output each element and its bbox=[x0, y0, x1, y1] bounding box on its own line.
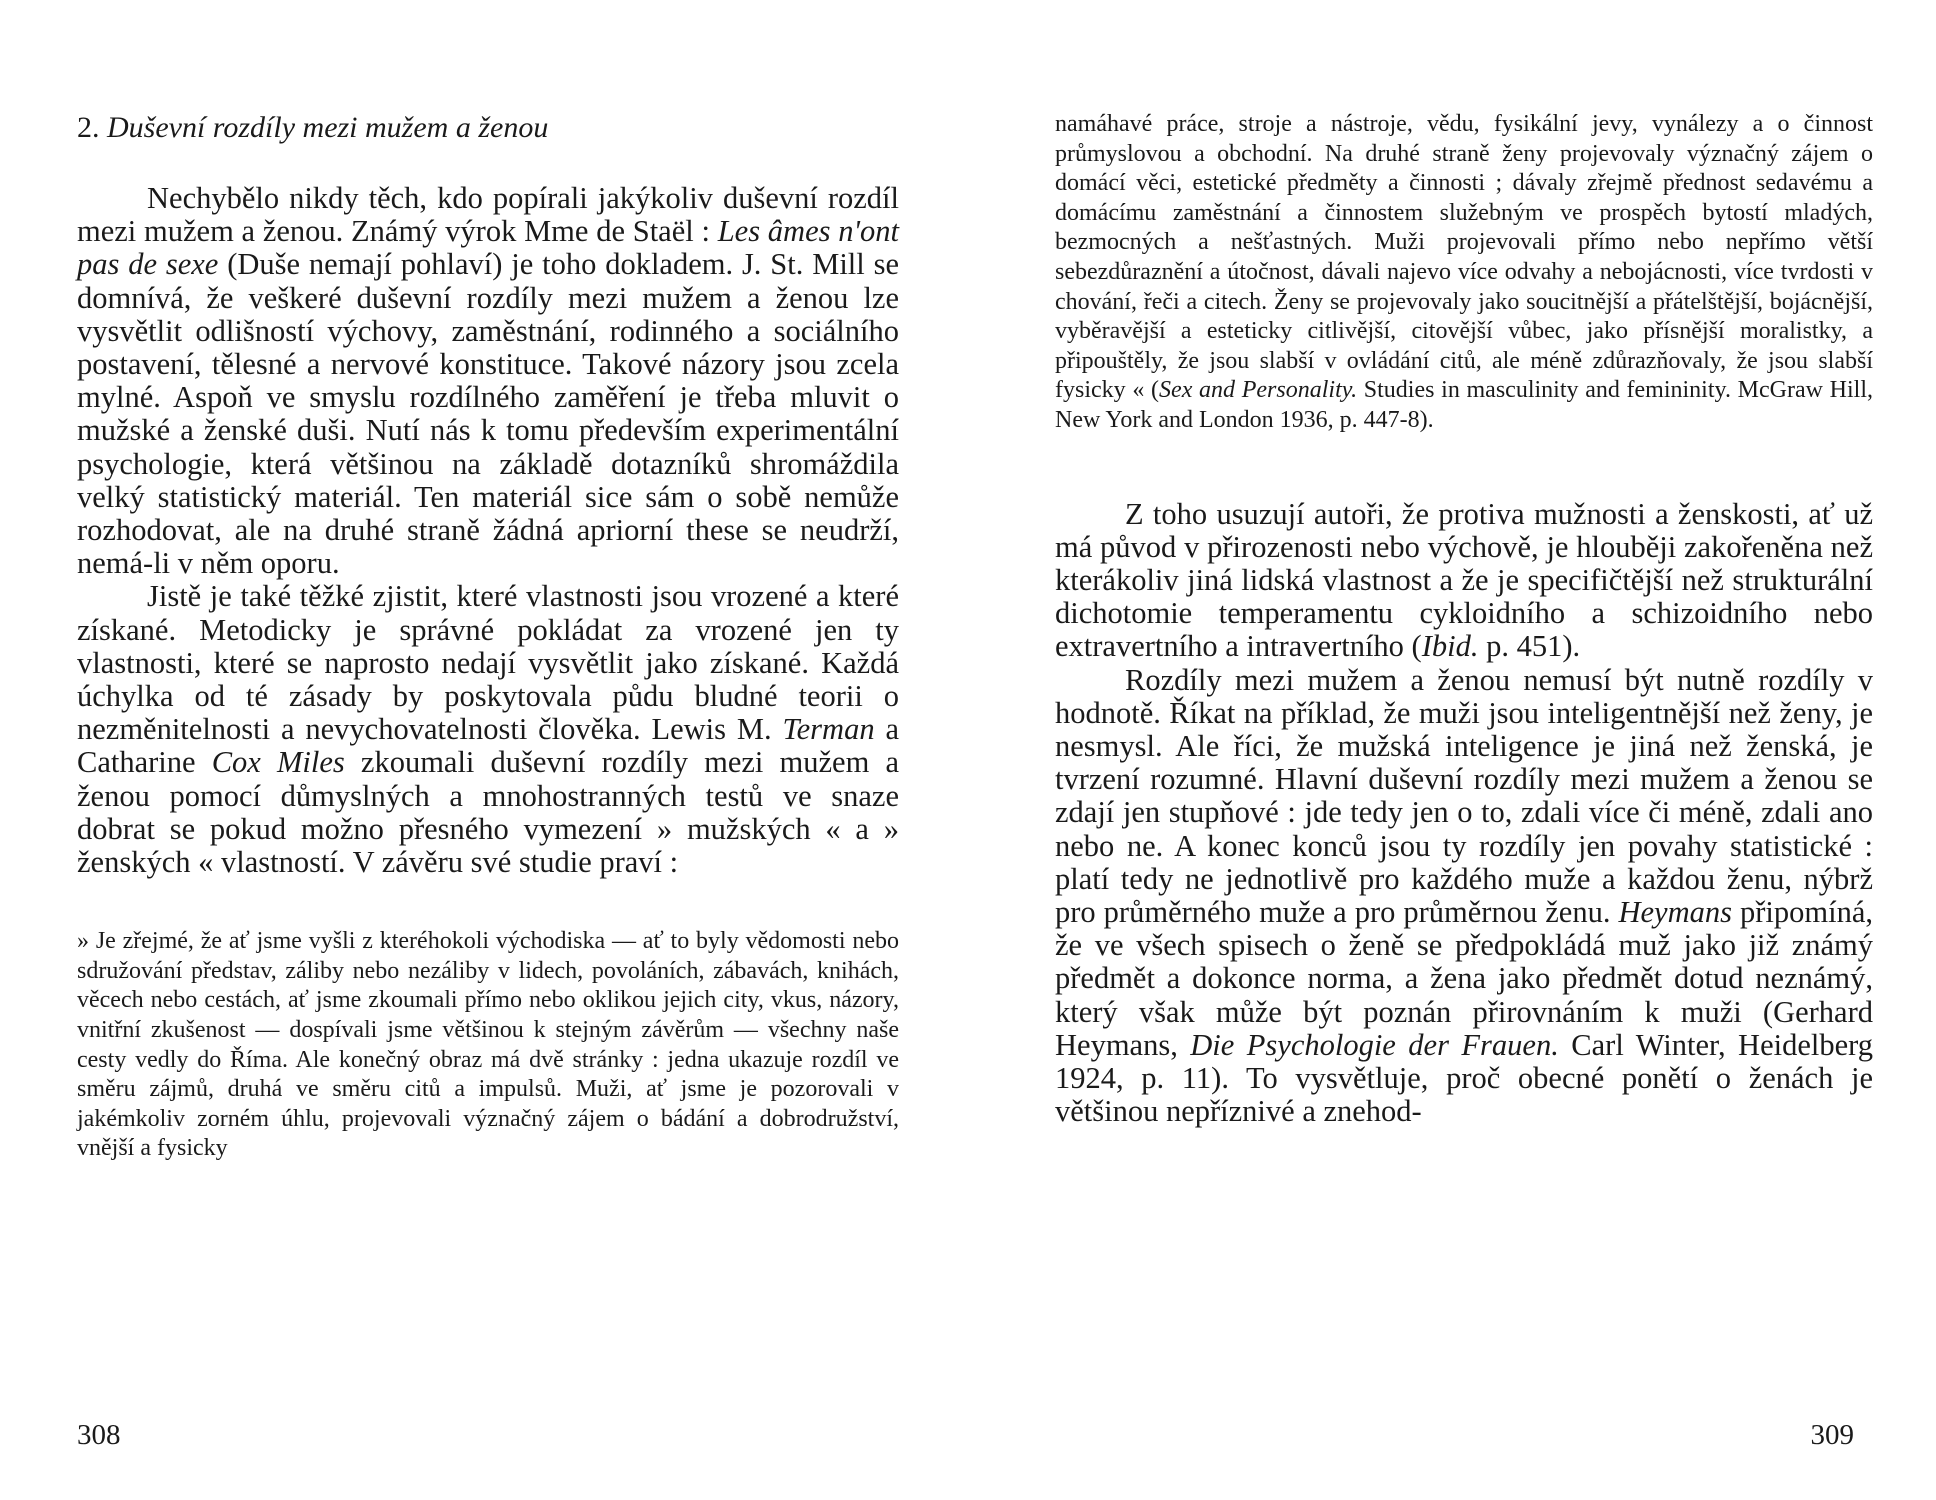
block-quote-continued bbox=[1055, 110, 1873, 436]
paragraph-text: zkoumali duševní rozdíly mezi mužem a ženou pomocí důmyslných a mnohostranných testů ve snaze dobrat se pokud možno přesného vymezení » mužských « a » ženských « vlastností. V závěru své studie praví : bbox=[77, 745, 899, 880]
right-text-column bbox=[1055, 110, 1873, 1128]
block-quote: » Je zřejmé, že ať jsme vyšli z kteréhokoli východiska — ať to byly vědomosti nebo sdružování představ, záliby nebo nezáliby v lidech, povoláních, zábavách, knihách, věcech nebo cestách, ať jsme zkoumali přímo nebo oklikou jejich city, vkus, názory, vnitřní zkušenost — dospívali jsme většinou k stejným závěrům — všechny naše cesty vedly do Říma. Ale konečný obraz má dvě stránky : jedna ukazuje rozdíl ve směru zájmů, druhá ve směru citů a impulsů. Muži, ať jsme je pozorovali v jakémkoliv zorném úhlu, projevovali význačný zájem o bádání a dobrodružství, vnější a fysicky bbox=[77, 928, 899, 1162]
paragraph-text: (Duše nemají pohlaví) je toho dokladem. J. St. Mill se domnívá, že veškeré duševní rozdíly mezi mužem a ženou lze vysvětlit odlišností výchovy, zaměstnání, rodinného a sociálního postavení, tělesné a nervové konstituce. Takové názory jsou zcela mylné. Aspoň ve smyslu rozdílného zaměření je třeba mluvit o mužské a ženské duši. Nutí nás k tomu především experimentální psychologie, která většinou na základě dotazníků shromáždila velký statistický materiál. Ten materiál sice sám o sobě nemůže rozhodovat, ale na druhé straně žádná apriorní these se neudrží, nemá-li v něm oporu. bbox=[77, 247, 900, 581]
italic-phrase: Les âmes n'ont pas de sexe bbox=[77, 214, 899, 282]
paragraph-text: připomíná, že ve všech spisech o ženě se předpokládá muž jako již známý předmět a dokonce norma, a žena jako předmět dotud neznámý, který však může být poznán přirovnáním k muži (Gerhard Heymans, bbox=[1055, 894, 1873, 1062]
paragraph-text: Jistě je také těžké zjistit, které vlastnosti jsou vrozené a které získané. Metodicky je správné pokládat za vrozené jen ty vlastnosti, které se naprosto nedají vysvětlit jako získané. Každá úchylka od té zásady by poskytovala půdu bludné teorii o nezměnitelnosti a nevychovatelnosti člověka. Lewis M. bbox=[77, 579, 899, 747]
left-text-column bbox=[77, 110, 899, 1164]
italic-title: Sex and Personality. bbox=[1159, 377, 1358, 404]
italic-title: Die Psychologie der Frauen. bbox=[1190, 1027, 1559, 1062]
italic-phrase: Ibid. bbox=[1421, 629, 1479, 664]
body-paragraph bbox=[1055, 664, 1873, 1129]
right-page bbox=[968, 0, 1936, 1500]
paragraph-text: Rozdíly mezi mužem a ženou nemusí být nutně rozdíly v hodnotě. Říkat na příklad, že muži jsou inteligentnější než ženy, je nesmysl. Ale říci, že mužská inteligence je jiná než ženská, je tvrzení rozumné. Hlavní duševní rozdíly mezi mužem a ženou se zdají jen stupňové : jde tedy jen o to, zdali více či méně, zdali ano nebo ne. A konec konců jsou ty rozdíly jen povahy statistické : platí tedy ne jednotlivě pro každého muže a každou ženu, nýbrž pro průměrného muže a pro průměrnou ženu. bbox=[1055, 662, 1873, 929]
italic-name: Terman bbox=[782, 712, 875, 747]
paragraph-text: Carl Winter, Heidelberg 1924, p. 11). To vysvětluje, proč obecné ponětí o ženách je většinou nepříznivé a znehod- bbox=[1055, 1027, 1873, 1129]
paragraph-text: a Catharine bbox=[77, 712, 899, 780]
italic-name: Cox Miles bbox=[211, 745, 345, 780]
quote-text: Studies in masculinity and femininity. McGraw Hill, New York and London 1936, p. 447-8). bbox=[1055, 377, 1873, 433]
body-paragraph bbox=[77, 580, 899, 879]
section-heading bbox=[77, 110, 899, 146]
italic-name: Heymans bbox=[1618, 894, 1732, 929]
body-paragraph bbox=[1055, 498, 1873, 664]
paragraph-text: p. 451). bbox=[1478, 629, 1581, 664]
page-number: 308 bbox=[77, 1419, 121, 1451]
page-number: 309 bbox=[1810, 1419, 1854, 1451]
paragraph-text: Nechybělo nikdy těch, kdo popírali jakýkoliv duševní rozdíl mezi mužem a ženou. Známý výrok Mme de Staël : bbox=[77, 181, 899, 249]
section-title: Duševní rozdíly mezi mužem a ženou bbox=[107, 111, 549, 144]
paragraph-text: Z toho usuzují autoři, že protiva mužnosti a ženskosti, ať už má původ v přirozenosti nebo výchově, je hlouběji zakořeněna než kterákoliv jiná lidská vlastnost a že je specifičtější než strukturální dichotomie temperamentu cykloidního a schizoidního nebo extravertního a intravertního ( bbox=[1055, 496, 1873, 664]
quote-text: namáhavé práce, stroje a nástroje, vědu, fysikální jevy, vynálezy a o činnost průmyslovou a obchodní. Na druhé straně ženy projevovaly význačný zájem o domácí věci, estetické předměty a činnosti ; dávaly zřejmě přednost sedavému a domácímu zaměstnání a činnostem služebným ve prospěch bytostí mladých, bezmocných a nešťastných. Muži projevovali přímo nebo nepřímo větší sebezdůraznění a útočnost, dávali najevo více odvahy a nebojácnosti, více tvrdosti v chování, řeči a citech. Ženy se projevovaly jako soucitnější a přátelštější, bojácnější, vyběravější a esteticky citlivější, citovější vůbec, jako přísnější moralistky, a připouštěly, že jsou slabší v ovládání citů, ale méně zdůrazňovaly, že jsou slabší fysicky « ( bbox=[1055, 111, 1873, 404]
section-number: 2. bbox=[77, 111, 100, 144]
body-paragraph bbox=[77, 182, 899, 580]
